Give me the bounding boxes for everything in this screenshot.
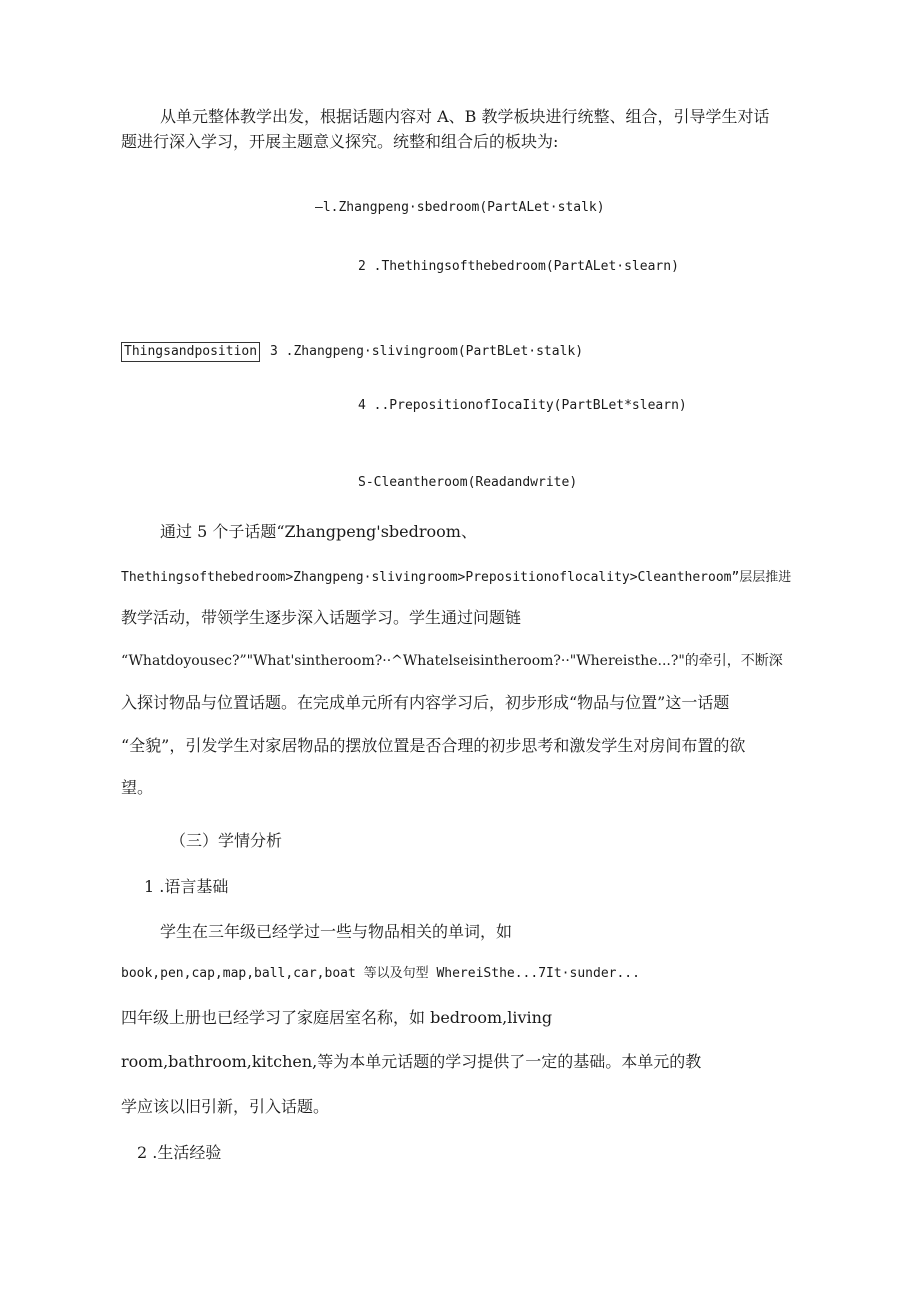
topics-line-2: Thethingsofthebedroom>Zhangpeng·slivingroom>Prepositionoflocality>Cleantheroom”层层推进 [121, 570, 792, 585]
diagram-label-box: Thingsandposition [121, 342, 260, 362]
diagram-item-4: 4 ..PrepositionofIocaIity(PartBLet*slearn) [358, 398, 687, 413]
subsection-1-line-3: 四年级上册也已经学习了家庭居室名称，如 bedroom,living [121, 1008, 553, 1027]
diagram-item-5: S-Cleantheroom(Readandwrite) [358, 475, 578, 490]
diagram-item-3: 3 .Zhangpeng·slivingroom(PartBLet·stalk) [270, 344, 584, 359]
section-heading: （三）学情分析 [170, 831, 283, 850]
intro-line-2: 题进行深入学习，开展主题意义探究。统整和组合后的板块为: [121, 132, 559, 151]
intro-line-1: 从单元整体教学出发，根据话题内容对 A、B 教学板块进行统整、组合，引导学生对话 [160, 107, 770, 126]
topics-line-7: 望。 [121, 778, 154, 797]
subsection-1-line-4: room,bathroom,kitchen,等为本单元话题的学习提供了一定的基础。本单元的教 [121, 1052, 702, 1071]
subsection-1-heading: 1 .语言基础 [144, 877, 229, 896]
diagram-item-1: —l.Zhangpeng·sbedroom(PartALet·stalk) [315, 200, 605, 215]
topics-line-1: 通过 5 个子话题“Zhangpeng'sbedroom、 [160, 522, 477, 541]
subsection-1-line-1: 学生在三年级已经学过一些与物品相关的单词，如 [160, 922, 513, 941]
topics-line-5: 入探讨物品与位置话题。在完成单元所有内容学习后，初步形成“物品与位置”这一话题 [121, 693, 730, 712]
topics-line-4: “Whatdoyousec?”"What'sintheroom?··^Whatelseisintheroom?··"Whereisthe...?"的牵引，不断深 [121, 653, 783, 669]
topics-line-3: 教学活动，带领学生逐步深入话题学习。学生通过问题链 [121, 608, 522, 627]
diagram-item-2: 2 .Thethingsofthebedroom(PartALet·slearn) [358, 259, 679, 274]
subsection-1-line-5: 学应该以旧引新，引入话题。 [121, 1097, 330, 1116]
topics-line-6: “全貌”，引发学生对家居物品的摆放位置是否合理的初步思考和激发学生对房间布置的欲 [121, 736, 746, 755]
subsection-2-heading: 2 .生活经验 [137, 1143, 222, 1162]
subsection-1-line-2: book,pen,cap,map,ball,car,boat 等以及句型 WhereiSthe...7It·sunder... [121, 966, 640, 981]
